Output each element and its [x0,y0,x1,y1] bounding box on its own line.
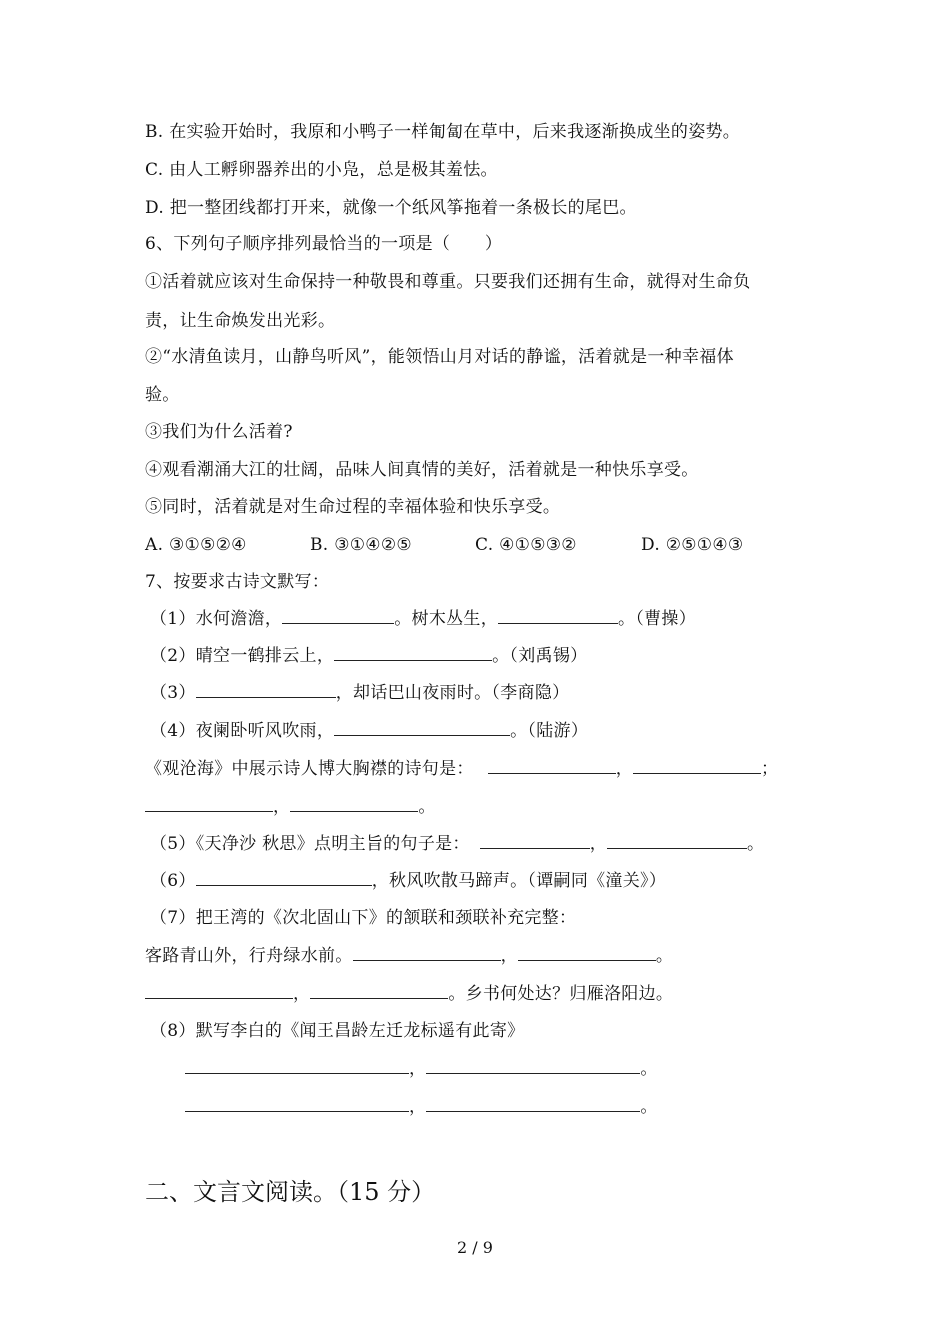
poem-5-prompt: （5）《天净沙 秋思》点明主旨的句子是： [150,834,470,854]
poem-1-author: 。（曹操） [618,609,697,629]
answer-blank[interactable] [334,719,510,736]
poem-7-line-1 [145,944,673,968]
guan-cang-hai-prompt: 《观沧海》中展示诗人博大胸襟的诗句是： [145,759,474,779]
sentence-4: ④观看潮涌大江的壮阔，品味人间真情的美好，活着就是一种快乐享受。 [145,460,699,480]
punct-period: 。 [640,1059,658,1079]
question-7: 7、按要求古诗文默写： [145,572,330,592]
option-a: A. ③①⑤②④ [145,535,247,555]
answer-blank[interactable] [334,644,492,661]
answer-blank[interactable] [633,757,761,774]
answer-blank[interactable] [185,1057,409,1074]
answer-blank[interactable] [145,982,293,999]
sentence-5: ⑤同时，活着就是对生命过程的幸福体验和快乐享受。 [145,497,561,517]
punct-comma: ， [409,1097,427,1117]
guan-cang-hai-line-1 [145,757,778,781]
poem-6-label: （6） [150,871,196,891]
poem-4-author: 。（陆游） [510,721,589,741]
question-6: 6、下列句子顺序排列最恰当的一项是（ ） [145,234,503,254]
poem-7-line-2 [145,982,673,1006]
page-number: 2 / 9 [457,1238,493,1257]
answer-blank[interactable] [145,795,273,812]
option-b: B. ③①④②⑤ [310,535,412,555]
poem-1-text-2: 。树木丛生， [394,609,499,629]
punct-period: 。 [747,834,765,854]
answer-blank[interactable] [426,1095,640,1112]
punct-semicolon: ； [761,759,779,779]
poem-4-text: （4）夜阑卧听风吹雨， [150,721,335,741]
answer-blank[interactable] [498,607,618,624]
section-heading: 二、文言文阅读。（15 分） [145,1178,436,1206]
poem-2 [150,644,587,668]
guan-cang-hai-line-2 [145,795,436,819]
answer-blank[interactable] [480,832,590,849]
options-row [145,533,743,557]
sentence-3: ③我们为什么活着? [145,422,293,442]
poem-8-title: （8）默写李白的《闻王昌龄左迁龙标遥有此寄》 [150,1021,525,1041]
answer-blank[interactable] [185,1095,409,1112]
sentence-1b: 责，让生命焕发出光彩。 [145,311,336,331]
poem-7-title: （7）把王湾的《次北固山下》的颔联和颈联补充完整： [150,908,577,928]
answer-blank[interactable] [488,757,616,774]
answer-blank[interactable] [310,982,448,999]
punct-period: 。 [640,1097,658,1117]
poem-7-given-2: 。乡书何处达？归雁洛阳边。 [448,984,674,1004]
sentence-1a: ①活着就应该对生命保持一种敬畏和尊重。只要我们还拥有生命，就得对生命负 [145,272,751,292]
answer-blank[interactable] [607,832,747,849]
option-b-line: B. 在实验开始时，我原和小鸭子一样匍匐在草中，后来我逐渐换成坐的姿势。 [145,122,741,142]
punct-comma: ， [615,759,634,779]
poem-6 [150,869,666,893]
answer-blank[interactable] [282,607,394,624]
poem-2-text: （2）晴空一鹤排云上， [150,646,335,666]
poem-3 [150,681,569,705]
punct-comma: ， [500,946,518,966]
option-d-line: D. 把一整团线都打开来，就像一个纸风筝拖着一条极长的尾巴。 [145,198,637,218]
answer-blank[interactable] [196,681,336,698]
sentence-2a: ②“水清鱼读月，山静鸟听风”，能领悟山月对话的静谧，活着就是一种幸福体 [145,347,734,367]
answer-blank[interactable] [196,869,372,886]
answer-blank[interactable] [290,795,418,812]
answer-blank[interactable] [518,944,656,961]
poem-1-text: （1）水何澹澹， [150,609,283,629]
option-c: C. ④①⑤③② [475,535,577,555]
poem-7-given: 客路青山外，行舟绿水前。 [145,946,353,966]
option-c-line: C. 由人工孵卵器养出的小凫，总是极其羞怯。 [145,160,498,180]
poem-8-line-1 [185,1057,658,1081]
poem-3-text: ，却话巴山夜雨时。（李商隐） [335,683,570,703]
punct-period: 。 [418,797,436,817]
punct-period: 。 [655,946,674,966]
punct-comma: ， [273,797,291,817]
poem-8-line-2 [185,1095,658,1119]
poem-2-author: 。（刘禹锡） [492,646,588,666]
poem-3-label: （3） [150,683,196,703]
poem-1 [150,607,696,631]
punct-comma: ， [409,1059,427,1079]
poem-4 [150,719,588,743]
sentence-2b: 验。 [145,385,180,405]
punct-comma: ， [293,984,311,1004]
poem-5 [150,832,764,856]
answer-blank[interactable] [353,944,501,961]
option-d: D. ②⑤①④③ [641,535,744,555]
answer-blank[interactable] [426,1057,640,1074]
poem-6-text: ，秋风吹散马蹄声。（谭嗣同《潼关》） [371,871,667,891]
punct-comma: ， [589,834,608,854]
